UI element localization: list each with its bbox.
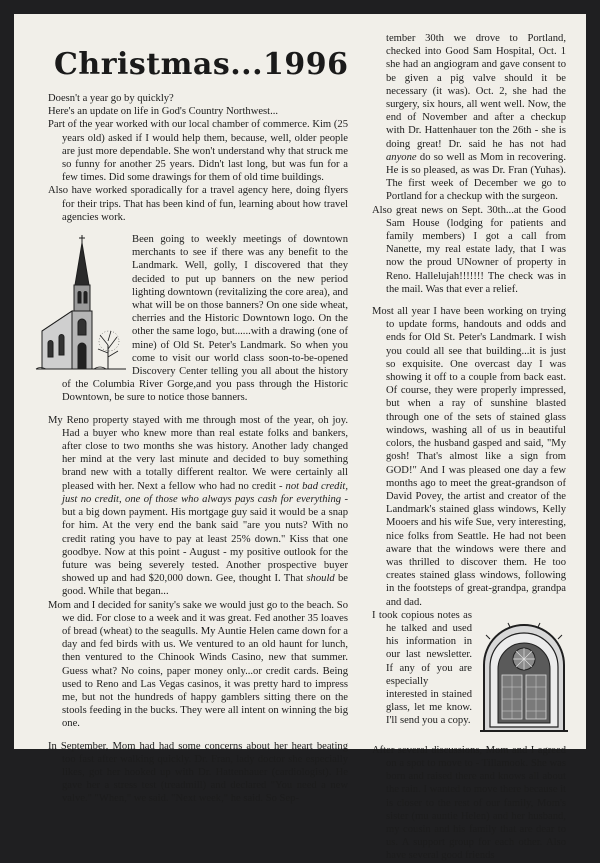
heart-paragraph: In September, Mom had had some concerns about her heart beating too fast after walking quickly. Dr. Fran, lady doctor she especially likes, got her hooked up with Dr. Hattenhauer (cardiologist). He gave her a stress test (treadmill) and declared "You need a new valve." "When," we said. "Next week," he said. So Sep- <box>48 740 348 805</box>
merchants-paragraph: Been going to weekly meetings of downtown merchants to see if there was any benefit to the Landmark. Well, golly, I discovered that they decided to put up banners on the new period lighting downtown (revitalizing the core area), and what will be on those banners? On one side wheat, cherries and the Historic Downtown logo. On the other the same logo, but......with a drawing (one of mine) of Old St. Peter's Landmark. So when you come to visit our world class soon-to-be-opened Discovery Center telling you all about the history of the Columbia River Gorge,and you pass through the Historic Downtown, be sure to notice those banners. <box>62 234 348 404</box>
stained-glass-window-illustration <box>478 613 570 733</box>
beach-trip-paragraph: Mom and I decided for sanity's sake we would just go to the beach. So we did. For close to a week and it was great. Fed another 35 loaves of bread (wheat) to the seagulls. My Auntie Helen came down for a day and fed birds with us. We ventured to an old haunt for lunch, then ventured to the Chinook Winds Casino, new that summer. Guess what? No coins, paper money only...or credit cards. Being used to Reno and Las Vegas casinos, it was pretty hard to impress me, but not the hundreds of happy gamblers sitting there on the stools feeding in the bucks. They were all intent on winning the big one. <box>48 599 348 730</box>
chamber-paragraph: Part of the year worked with our local chamber of commerce. Kim (25 years old) asked if I would help them, because, well, older people are just more dependable. She won't understand why that struck me so funny for another 25 years. Didn't last long, but was fun for a few times. Did some drawings for them of old time buildings. <box>48 119 348 184</box>
right-column <box>372 32 566 863</box>
intro-paragraph: Doesn't a year go by quickly? <box>48 93 174 104</box>
reno-property-paragraph: My Reno property stayed with me through most of the year, oh joy. Had a buyer who knew more than real estate folks and bankers, after close to two months she was history. Another lady changed her mind at the very last minute and decided to buy something brand new with a totally different realtor. We were certainly all pleased with her. Next a fellow who had no credit - not bad credit, just no credit, one of those who always pays cash for everything - but a big down payment. His mortgage guy said it would be a snap for him. At the very end the bank said "are you nuts? With no credit rating you have to pay at least 25% down." Kiss that one goodbye. Now at this point - August - my positive outlook for the future was being severely tested. Another prospective buyer showed up and had $20,000 down. Gee, thought I. That should be good. While that began... <box>48 414 348 598</box>
letter-page <box>14 14 586 862</box>
surgery-paragraph: tember 30th we drove to Portland, checked into Good Sam Hospital, Oct. 1 she had an angiogram and gave consent to be given a pig valve should it be necessary (it was). Oct. 2, she had the surgery, six hours, all went well. Now, the end of November and after a checkup with Dr. Hattenhauer ton the 26th - she is doing great! Dr. said he has not had anyone do so well as Mom in recovering. He is so pleased, as was Dr. Fran (Yuhas). The first week of December we go to Portland for a checkup with the surgeon. <box>386 33 566 203</box>
update-paragraph: Here's an update on life in God's Country Northwest... <box>48 106 279 118</box>
church-illustration <box>34 233 126 375</box>
moving-paragraph: After several discussions, Mom and I agreed on a spot to move to - Tillamook. She was born and raised there and knows all about the rain. I wanted to move there because it is closer to the rest of our family, Mom's sister (mu auntie Helen) and her husband, my cousin and his family that are dear to us. A support group for each other. Also have several good friends <box>372 744 566 862</box>
left-column <box>48 92 348 806</box>
landmark-paragraph: Most all year I have been working on trying to update forms, handouts and odds and ends for Old St. Peter's Landmark. I wish you could all see that building...it is just so exquisite. One overcast day I was showing it off to a couple from back east. Of course, they were properly impressed, but when a ray of sunshine blasted through one of the sets of stained glass windows, washing all of us in beautiful colors, the husband gasped and said, "My gosh! That's almost like a sign from GOD!" And I was pleased one day a few months ago to meet the great-grandson of David Povey, the artist and creator of the Landmark's stained glass windows, Kelly Mooers and his wife Sue, very interesting, nice folks from Seattle. He had not been aware that the windows were there and was thrilled to discover them. He too creates stained glass windows, following in the footsteps of great-grandpa, grandpa and dad. <box>372 306 566 608</box>
good-news-paragraph: Also great news on Sept. 30th...at the Good Sam House (lodging for patients and family members) I got a call from Nanette, my real estate lady, that I was now the proud UNowner of property in Reno. Hallelujah!!!!!!! The check was in the mail. Was that ever a relief. <box>372 204 566 295</box>
notes-paragraph: I took copious notes as he talked and used his information in our last newsletter. If any of you are especially interested in stained glass, let me know. I'll send you a copy. <box>372 609 472 727</box>
letter-title: Christmas...1996 <box>54 47 349 82</box>
travel-agency-paragraph: Also have worked sporadically for a travel agency here, doing flyers for their trips. That has been kind of fun, learning about how travel agencies work. <box>48 185 348 223</box>
